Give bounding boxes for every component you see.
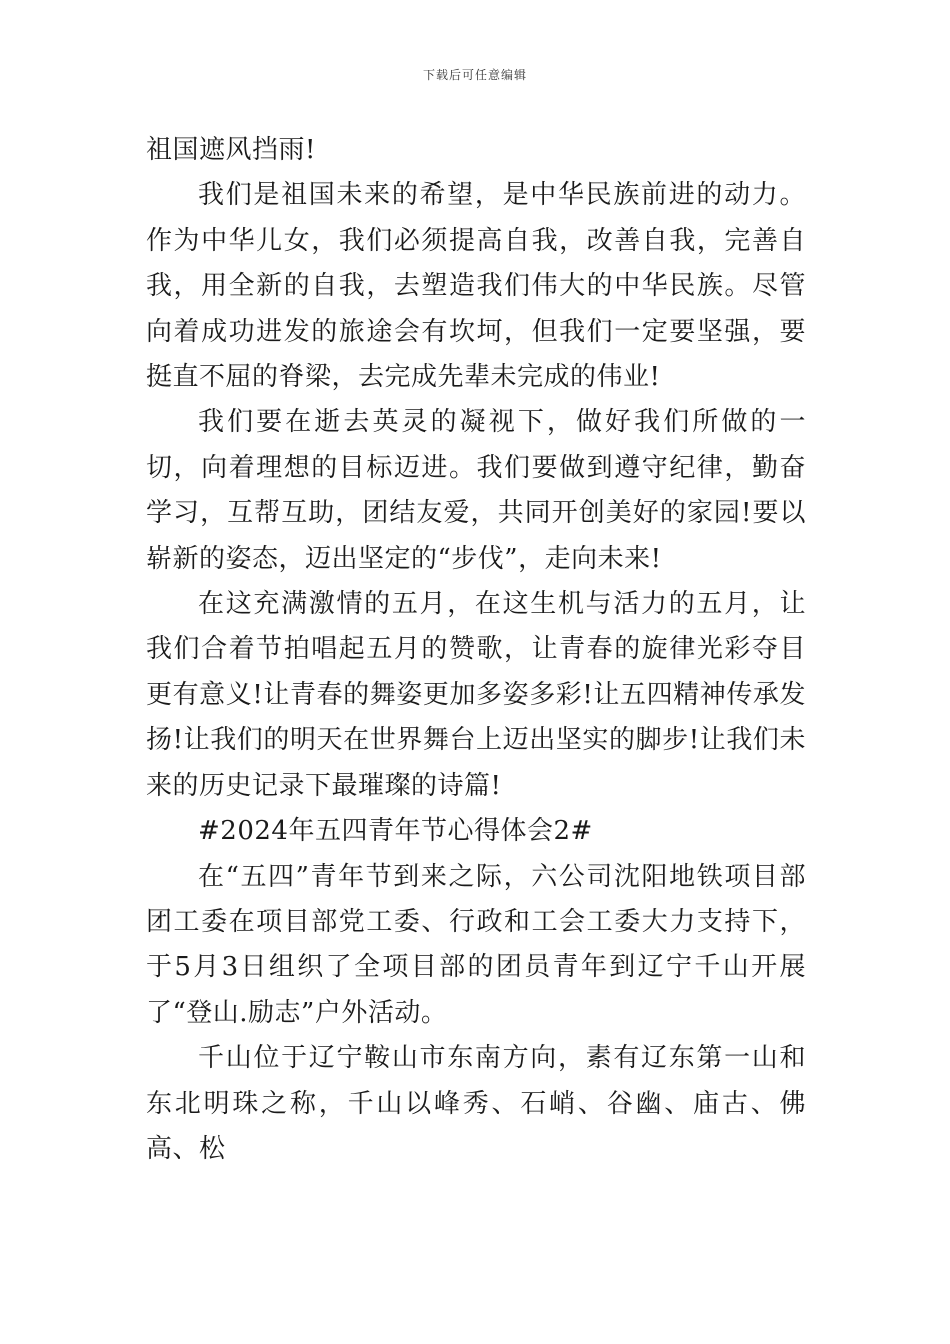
header-note: 下载后可任意编辑 <box>422 68 527 82</box>
document-body <box>146 128 806 1172</box>
paragraph: 我们要在逝去英灵的凝视下，做好我们所做的一切，向着理想的目标迈进。我们要做到遵守纪律，勤奋学习，互帮互助，团结友爱，共同开创美好的家园!要以崭新的姿态，迈出坚定的“步伐”，走向未来! <box>146 407 806 574</box>
paragraph: 在这充满激情的五月，在这生机与活力的五月，让我们合着节拍唱起五月的赞歌，让青春的旋律光彩夺目更有意义!让青春的舞姿更加多姿多彩!让五四精神传承发扬!让我们的明天在世界舞台上迈出坚实的脚步!让我们未来的历史记录下最璀璨的诗篇! <box>146 589 806 801</box>
paragraph-continuation: 祖国遮风挡雨! <box>146 135 316 165</box>
paragraph: 千山位于辽宁鞍山市东南方向，素有辽东第一山和东北明珠之称，千山以峰秀、石峭、谷幽、庙古、佛高、松 <box>146 1043 806 1164</box>
section-heading: #2024年五四青年节心得体会2# <box>198 816 593 847</box>
paragraph: 我们是祖国未来的希望，是中华民族前进的动力。作为中华儿女，我们必须提高自我，改善自我，完善自我，用全新的自我，去塑造我们伟大的中华民族。尽管向着成功进发的旅途会有坎坷，但我们一定要坚强，要挺直不屈的脊梁，去完成先辈未完成的伟业! <box>146 180 806 393</box>
paragraph: 在“五四”青年节到来之际，六公司沈阳地铁项目部团工委在项目部党工委、行政和工会工委大力支持下，于5月3日组织了全项目部的团员青年到辽宁千山开展了“登山.励志”户外活动。 <box>146 861 806 1028</box>
